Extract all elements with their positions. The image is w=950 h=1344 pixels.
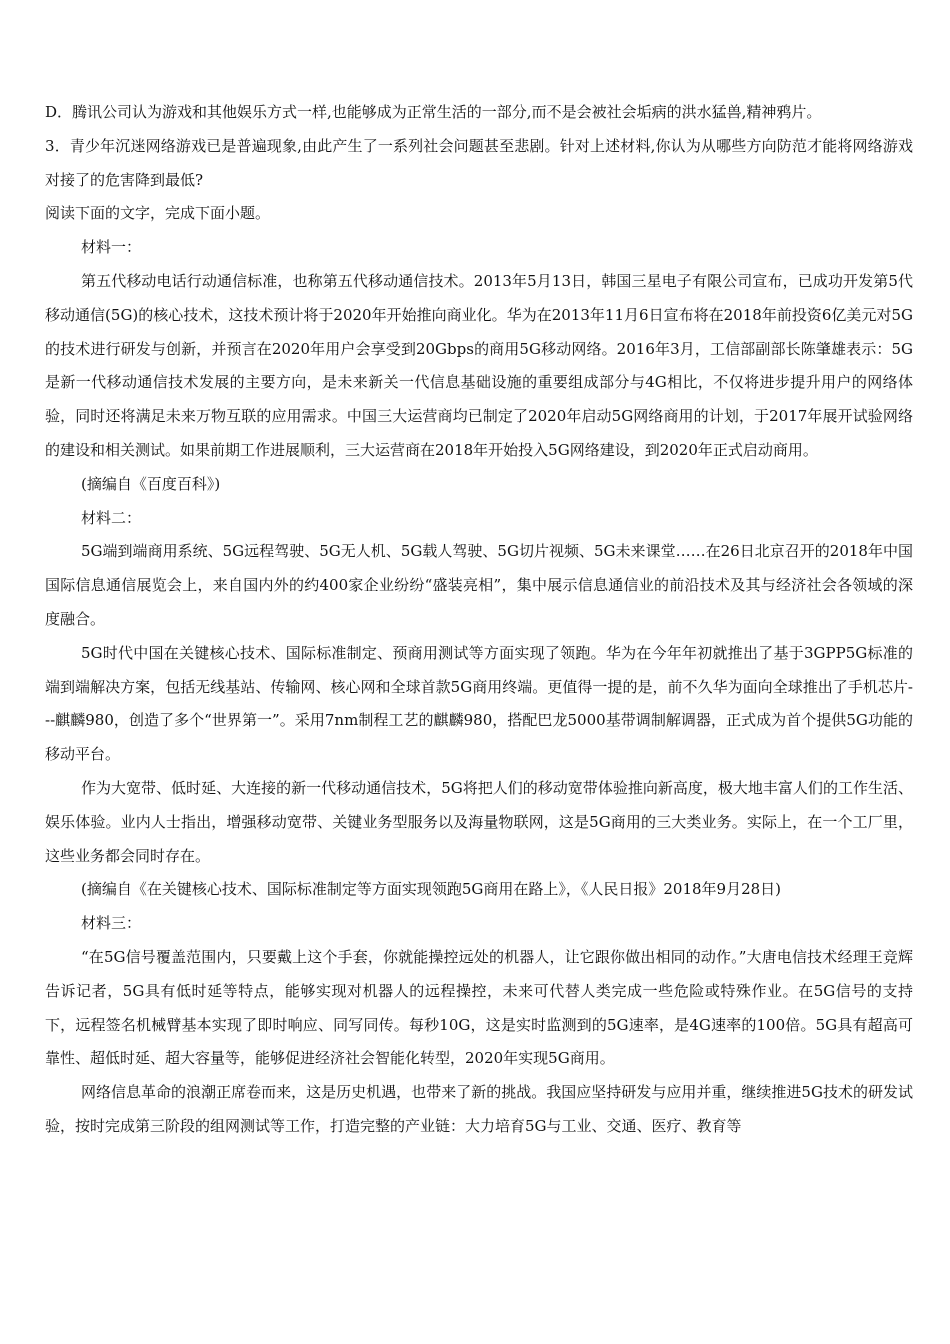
reading-instruction: 阅读下面的文字，完成下面小题。 <box>45 204 271 223</box>
material-3-paragraph: “在5G信号覆盖范围内，只要戴上这个手套，你就能操控远处的机器人，让它跟你做出相同的动作。”大唐电信技术经理王竞辉告诉记者，5G具有低时延等特点，能够实现对机器人的远程操控，未来可代替人类完成一些危险或特殊作业。在5G信号的支持下，远程签名机械臂基本实现了即时响应、同写同传。每秒10G，这是实时监测到的5G速率，是4G速率的100倍。5G具有超高可靠性、超低时延、超大容量等，能够促进经济社会智能化转型，2020年实现5G商用。 <box>45 947 913 1068</box>
material-2-paragraph: 5G端到端商用系统、5G远程驾驶、5G无人机、5G载人驾驶、5G切片视频、5G未来课堂……在26日北京召开的2018年中国国际信息通信展览会上，来自国内外的约400家企业纷纷“盛装亮相”，集中展示信息通信业的前沿技术及其与经济社会各领域的深度融合。 <box>45 542 913 628</box>
material-3-paragraph: 网络信息革命的浪潮正席卷而来，这是历史机遇，也带来了新的挑战。我国应坚持研发与应用并重，继续推进5G技术的研发试验，按时完成第三阶段的组网测试等工作，打造完整的产业链：大力培育5G与工业、交通、医疗、教育等 <box>45 1083 913 1135</box>
material-2-label: 材料二： <box>81 508 142 527</box>
document-page <box>45 96 913 1144</box>
material-2-paragraph: 作为大宽带、低时延、大连接的新一代移动通信技术，5G将把人们的移动宽带体验推向新高度，极大地丰富人们的工作生活、娱乐体验。业内人士指出，增强移动宽带、关键业务型服务以及海量物联网，这是5G商用的三大类业务。实际上，在一个工厂里，这些业务都会同时存在。 <box>45 778 913 865</box>
material-1-body: 第五代移动电话行动通信标准，也称第五代移动通信技术。2013年5月13日，韩国三星电子有限公司宣布，已成功开发第5代移动通信(5G)的核心技术，这技术预计将于2020年开始推向商业化。华为在2013年11月6日宣布将在2018年前投资6亿美元对5G的技术进行研发与创新，并预言在2020年用户会享受到20Gbps的商用5G移动网络。2016年3月，工信部副部长陈肇雄表示：5G是新一代移动通信技术发展的主要方向，是未来新关一代信息基础设施的重要组成部分与4G相比，不仅将进步提升用户的网络体验，同时还将满足未来万物互联的应用需求。中国三大运营商均已制定了2020年启动5G网络商用的计划，于2017年展开试验网络的建设和相关测试。如果前期工作进展顺利，三大运营商在2018年开始投入5G网络建设，到2020年正式启动商用。 <box>45 271 913 459</box>
option-d: D．腾讯公司认为游戏和其他娱乐方式一样,也能够成为正常生活的一部分,而不是会被社会垢病的洪水猛兽,精神鸦片。 <box>45 103 822 121</box>
material-1-source: (摘编自《百度百科》) <box>81 474 221 493</box>
material-2-paragraph: 5G时代中国在关键核心技术、国际标准制定、预商用测试等方面实现了领跑。华为在今年年初就推出了基于3GPP5G标准的端到端解决方案，包括无线基站、传输网、核心网和全球首款5G商用终端。更值得一提的是，前不久华为面向全球推出了手机芯片---麒麟980，创造了多个“世界第一”。采用7nm制程工艺的麒麟980，搭配巴龙5000基带调制解调器，正式成为首个提供5G功能的移动平台。 <box>45 643 913 764</box>
material-3-label: 材料三： <box>81 914 142 933</box>
material-1-label: 材料一： <box>81 238 142 257</box>
question-3: 3．青少年沉迷网络游戏已是普遍现象,由此产生了一系列社会问题甚至悲剧。针对上述材料,你认为从哪些方向防范才能将网络游戏对接了的危害降到最低? <box>45 136 913 189</box>
material-2-source: (摘编自《在关键核心技术、国际标准制定等方面实现领跑5G商用在路上》，《人民日报》2018年9月28日) <box>81 880 782 899</box>
